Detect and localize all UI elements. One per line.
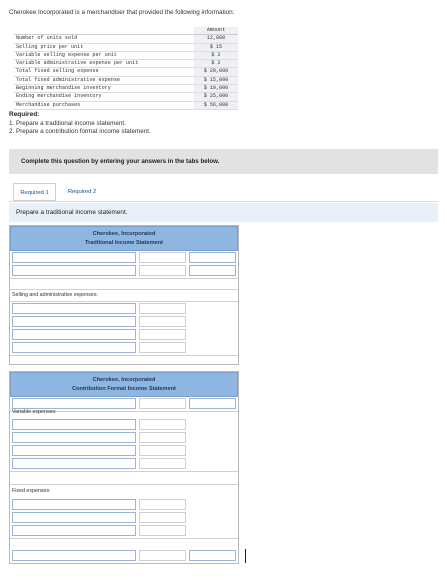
- tab-instruction: Prepare a traditional income statement.: [9, 203, 438, 222]
- statement-row: [10, 511, 238, 524]
- statement-row: [10, 498, 238, 511]
- total-input[interactable]: [189, 252, 236, 263]
- amount-input[interactable]: [139, 458, 186, 469]
- info-value: 12,000: [194, 35, 238, 43]
- info-value: $ 15: [194, 43, 238, 51]
- label-input[interactable]: [12, 265, 136, 276]
- label-input[interactable]: [12, 329, 136, 340]
- info-table-row: [14, 51, 238, 59]
- info-label: Merchandise purchases: [14, 101, 194, 109]
- statement-row: [10, 524, 238, 537]
- info-value: $ 20,000: [194, 68, 238, 76]
- info-table-row: [14, 101, 238, 109]
- statement-row: [10, 418, 238, 431]
- statement-row: [10, 549, 238, 562]
- label-input[interactable]: [12, 499, 136, 510]
- statement-row: [10, 315, 238, 328]
- label-input[interactable]: [12, 342, 136, 353]
- tab-required-1[interactable]: Required 1: [13, 183, 56, 201]
- total-input[interactable]: [189, 550, 236, 561]
- required-item-2: 2. Prepare a contribution format income statement.: [9, 128, 151, 135]
- info-label: Selling price per unit: [14, 43, 194, 51]
- info-table-amount-header: Amount: [194, 27, 238, 35]
- info-value: $ 15,000: [194, 76, 238, 84]
- info-label: Total fixed administrative expense: [14, 76, 194, 84]
- traditional-income-statement: [9, 225, 239, 365]
- label-input[interactable]: [12, 458, 136, 469]
- info-table-row: [14, 68, 238, 76]
- amount-input[interactable]: [139, 550, 186, 561]
- statement-row: [10, 264, 238, 277]
- info-table-row: [14, 43, 238, 51]
- company-name: Cherokee, Incorporated: [92, 231, 156, 237]
- amount-input[interactable]: [139, 398, 186, 409]
- info-value: $ 25,000: [194, 93, 238, 101]
- info-table-corner: [14, 27, 194, 35]
- amount-input[interactable]: [139, 445, 186, 456]
- info-table: [14, 27, 238, 110]
- selling-admin-label: Selling and administrative expenses:: [12, 292, 98, 298]
- label-input[interactable]: [12, 303, 136, 314]
- label-input[interactable]: [12, 512, 136, 523]
- info-table-header-row: [14, 27, 238, 35]
- info-label: Variable selling expense per unit: [14, 51, 194, 59]
- amount-input[interactable]: [139, 432, 186, 443]
- statement-row: [10, 302, 238, 315]
- contribution-statement-header: [10, 372, 238, 397]
- label-input[interactable]: [12, 445, 136, 456]
- row-divider: [10, 484, 238, 485]
- amount-input[interactable]: [139, 499, 186, 510]
- info-value: $ 10,000: [194, 85, 238, 93]
- info-value: $ 56,000: [194, 101, 238, 109]
- row-divider: [10, 289, 238, 290]
- info-value: $ 2: [194, 60, 238, 68]
- info-table-row: [14, 85, 238, 93]
- amount-input[interactable]: [139, 329, 186, 340]
- amount-input[interactable]: [139, 252, 186, 263]
- amount-input[interactable]: [139, 342, 186, 353]
- amount-input[interactable]: [139, 265, 186, 276]
- traditional-statement-header: [10, 226, 238, 251]
- info-label: Total fixed selling expense: [14, 68, 194, 76]
- statement-row: [10, 457, 238, 470]
- contribution-income-statement: [9, 371, 239, 564]
- tab-required-2[interactable]: Required 2: [67, 189, 97, 195]
- info-table-row: [14, 93, 238, 101]
- info-label: Variable administrative expense per unit: [14, 60, 194, 68]
- label-input[interactable]: [12, 316, 136, 327]
- label-input[interactable]: [12, 419, 136, 430]
- info-value: $ 2: [194, 51, 238, 59]
- row-divider: [10, 471, 238, 472]
- amount-input[interactable]: [139, 512, 186, 523]
- statement-row: [10, 328, 238, 341]
- info-label: Beginning merchandise inventory: [14, 85, 194, 93]
- info-table-row: [14, 35, 238, 43]
- row-divider: [10, 538, 238, 539]
- statement-title: Contribution Format Income Statement: [72, 386, 176, 392]
- statement-row: [10, 444, 238, 457]
- instructions-banner: Complete this question by entering your answers in the tabs below.: [9, 149, 438, 174]
- text-cursor: [245, 549, 246, 563]
- tab-divider: [9, 201, 438, 202]
- row-divider: [10, 278, 238, 279]
- required-title: Required:: [9, 111, 40, 118]
- label-input[interactable]: [12, 252, 136, 263]
- label-input[interactable]: [12, 550, 136, 561]
- fixed-expenses-label: Fixed expenses:: [12, 488, 51, 494]
- statement-row: [10, 431, 238, 444]
- info-table-row: [14, 60, 238, 68]
- statement-title: Traditional Income Statement: [84, 240, 164, 246]
- amount-input[interactable]: [139, 303, 186, 314]
- total-input[interactable]: [189, 398, 236, 409]
- row-divider: [10, 355, 238, 356]
- amount-input[interactable]: [139, 316, 186, 327]
- label-input[interactable]: [12, 398, 136, 409]
- statement-row: [10, 341, 238, 354]
- total-input[interactable]: [189, 265, 236, 276]
- company-name: Cherokee, Incorporated: [92, 377, 156, 383]
- required-item-1: 1. Prepare a traditional income statement.: [9, 120, 126, 127]
- amount-input[interactable]: [139, 419, 186, 430]
- variable-expenses-label: Variable expenses:: [12, 409, 57, 415]
- problem-intro: Cherokee Incorporated is a merchandiser that provided the following information:: [9, 9, 235, 16]
- info-label: Number of units sold: [14, 35, 194, 43]
- statement-row: [10, 251, 238, 264]
- label-input[interactable]: [12, 432, 136, 443]
- label-input[interactable]: [12, 525, 136, 536]
- info-label: Ending merchandise inventory: [14, 93, 194, 101]
- amount-input[interactable]: [139, 525, 186, 536]
- info-table-row: [14, 76, 238, 84]
